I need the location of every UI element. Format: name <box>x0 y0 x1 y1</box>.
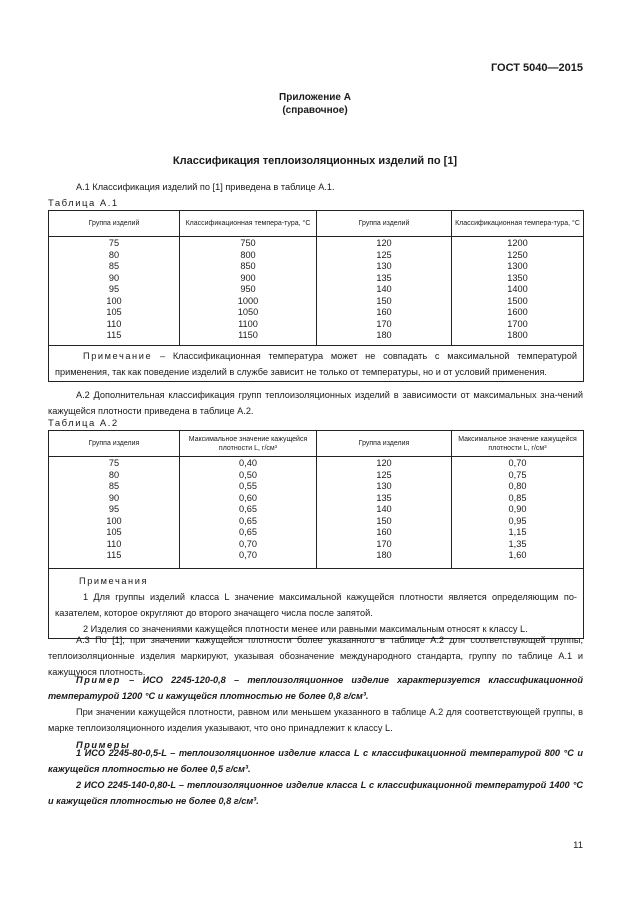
table2-header-group: Группа изделия <box>49 431 180 457</box>
page-number: 11 <box>573 840 583 851</box>
table2-header-density-2: Максимальное значение кажущейся плотности L, г/см³ <box>452 431 584 457</box>
table2-notes <box>49 569 584 639</box>
annex-title: Приложение А <box>279 92 351 103</box>
table2-note-1: 1 Для группы изделий класса L значение максимальной кажущейся плотности является определяющим по-казателем, которое округляют до второго значащего числа после запятой. <box>55 592 577 618</box>
table1-col-temp-2: 1200 1250 1300 1350 1400 1500 1600 1700 1800 <box>452 237 584 346</box>
table2-header-group-2: Группа изделия <box>317 431 452 457</box>
table2-col-density-2: 0,70 0,75 0,80 0,85 0,90 0,95 1,15 1,35 1,60 <box>452 457 584 569</box>
section-title: Классификация теплоизоляционных изделий по [1] <box>172 155 458 167</box>
table-a2 <box>48 430 584 639</box>
table1-col-group-2: 120 125 130 135 140 150 160 170 180 <box>317 237 452 346</box>
table1-note-label: Примечание <box>83 351 153 361</box>
document-code: ГОСТ 5040—2015 <box>490 62 583 74</box>
table2-label: Таблица А.2 <box>48 418 119 429</box>
table2-col-group: 75 80 85 90 95 100 105 110 115 <box>49 457 180 569</box>
example-1-text: – ИСО 2245-120-0,8 – теплоизоляционное изделие характеризуется классификационной температурой 1200 °С и кажущейся плотностью не более 0,8 г/см³. <box>48 675 583 701</box>
table1-header-temp: Классификационная темпера-тура, °С <box>180 211 317 237</box>
table1-col-group: 75 80 85 90 95 100 105 110 115 <box>49 237 180 346</box>
examples-item-1: 1 ИСО 2245-80-0,5-L – теплоизоляционное изделие класса L с классификационной температурой 800 °С и кажущейся плотностью не более 0,5 г/см³. <box>48 748 583 774</box>
paragraph-a2: А.2 Дополнительная классификация групп теплоизоляционных изделий в зависимости от максимальных зна-чений кажущейся плотности приведена в таблице А.2. <box>48 390 583 416</box>
table1-header-group-2: Группа изделий <box>317 211 452 237</box>
paragraph-a4: При значении кажущейся плотности, равном или меньшем указанного в таблице А.2 для соответствующей группы, в марке теплоизоляционного изделия указывают, что оно принадлежит к классу L. <box>48 707 583 733</box>
table1-header-temp-2: Классификационная темпера-тура, °С <box>452 211 584 237</box>
table2-col-group-2: 120 125 130 135 140 150 160 170 180 <box>317 457 452 569</box>
table2-col-density: 0,40 0,50 0,55 0,60 0,65 0,65 0,65 0,70 0,70 <box>180 457 317 569</box>
example-1-label: Пример <box>76 675 121 685</box>
examples-label-text: Примеры <box>76 740 131 750</box>
table2-notes-label: Примечания <box>79 576 149 586</box>
table1-header-group: Группа изделий <box>49 211 180 237</box>
table1-col-temp: 750 800 850 900 950 1000 1050 1100 1150 <box>180 237 317 346</box>
table1-note-text: – Классификационная температура может не совпадать с максимальной температурой применения, так как поведение изделий в службе зависит не только от температуры, но и от условий применения. <box>55 351 577 377</box>
paragraph-a1: А.1 Классификация изделий по [1] приведена в таблице А.1. <box>76 182 335 192</box>
annex-status: (справочное) <box>282 105 348 116</box>
table1-note <box>49 346 584 382</box>
table-a1 <box>48 210 584 382</box>
paragraph-a3: А.3 По [1], при значении кажущейся плотности более указанного в таблице А.2 для соответствующей группы, теплоизоляционные изделия маркируют, указывая обозначение международного стандарта, группу по таблице А.1 и кажущуюся плотность. <box>48 635 583 677</box>
example-1 <box>48 672 583 704</box>
table2-header-density: Максимальное значение кажущейся плотности L, г/см³ <box>180 431 317 457</box>
table1-label: Таблица А.1 <box>48 198 119 209</box>
examples-item-2: 2 ИСО 2245-140-0,80-L – теплоизоляционное изделие класса L с классификационной температурой 1400 °С и кажущейся плотностью не более 0,8 г/см³. <box>48 780 583 806</box>
table2-note-2: 2 Изделия со значениями кажущейся плотности менее или равными максимальным относят к классу L. <box>83 624 528 634</box>
